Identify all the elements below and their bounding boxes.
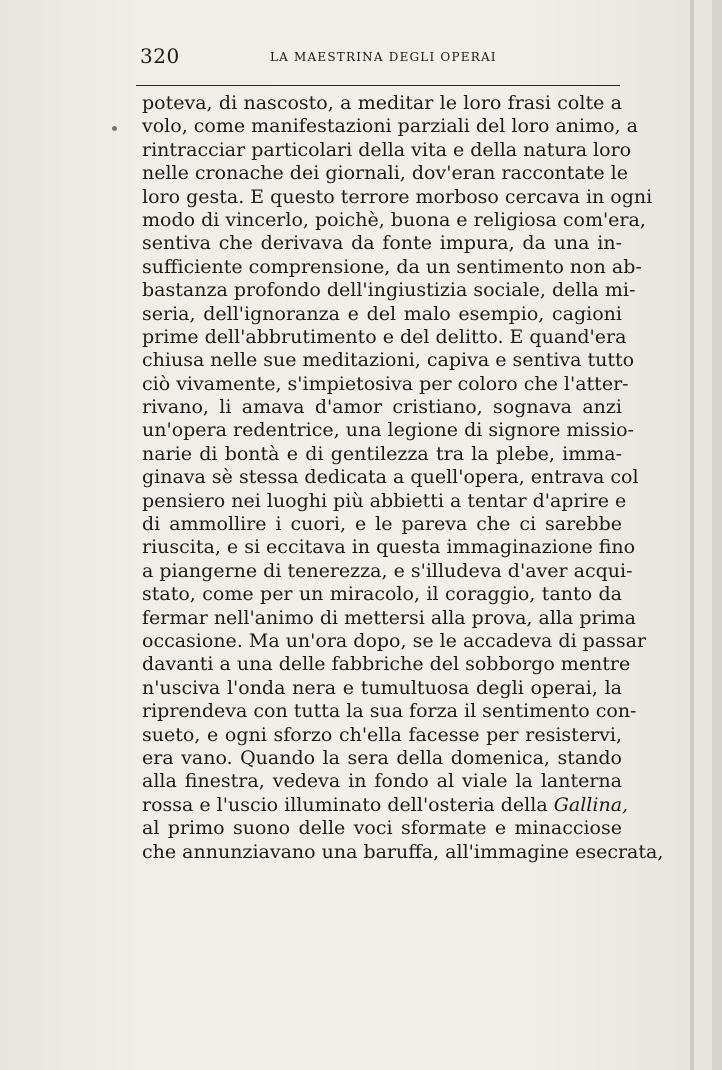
text-line: un'opera redentrice, una legione di signore missio- [142, 419, 634, 442]
text-line: loro gesta. E questo terrore morboso cercava in ogni [142, 185, 653, 208]
text-line: sentiva che derivava da fonte impura, da una in- [142, 232, 622, 255]
text-line: rintracciar particolari della vita e della natura loro [142, 138, 632, 161]
text-line: chiusa nelle sue meditazioni, capiva e sentiva tutto [142, 349, 635, 372]
text-line: poteva, di nascosto, a meditar le loro frasi colte a [142, 92, 622, 114]
text-line-segment: rossa e l'uscio illuminato dell'osteria della [142, 793, 548, 816]
page-edge [712, 0, 722, 1070]
italic-word-gallina: Gallina, [553, 793, 629, 816]
body-text [142, 92, 664, 864]
text-line: sufficiente comprensione, da un sentimento non ab- [142, 255, 642, 278]
header-rule [136, 85, 620, 86]
page-header [140, 44, 620, 74]
text-line: bastanza profondo dell'ingiustizia sociale, della mi- [142, 279, 636, 302]
text-line-with-italic [142, 793, 629, 817]
text-line: era vano. Quando la sera della domenica, stando [142, 746, 622, 769]
text-line: stato, come per un miracolo, il coraggio, tanto da [142, 583, 622, 606]
text-line: narie di bontà e di gentilezza tra la plebe, imma- [142, 442, 622, 465]
text-line: fermar nell'animo di mettersi alla prova, alla prima [142, 606, 637, 629]
text-line: a piangerne di tenerezza, e s'illudeva d'aver acqui- [142, 559, 633, 582]
text-line: nelle cronache dei giornali, dov'eran raccontate le [142, 162, 628, 185]
text-line: di ammollire i cuori, e le pareva che ci sarebbe [142, 513, 622, 536]
text-line: davanti a una delle fabbriche del sobborgo mentre [142, 653, 631, 676]
page-gutter-shadow [690, 0, 694, 1070]
text-line: ciò vivamente, s'impietosiva per coloro che l'atter- [142, 372, 629, 395]
margin-mark [112, 126, 117, 131]
text-line: occasione. Ma un'ora dopo, se le accadeva di passar [142, 629, 647, 652]
text-line: prime dell'abbrutimento e del delitto. E quand'era [142, 325, 627, 348]
text-line: ginava sè stessa dedicata a quell'opera, entrava col [142, 466, 639, 489]
text-line: alla finestra, vedeva in fondo al viale la lanterna [142, 770, 622, 793]
text-line: riprendeva con tutta la sua forza il sentimento con- [142, 700, 637, 723]
text-line: seria, dell'ignoranza e del malo esempio, cagioni [142, 302, 622, 325]
page-number: 320 [140, 44, 180, 68]
running-title: LA MAESTRINA DEGLI OPERAI [270, 50, 497, 64]
text-line: pensiero nei luoghi più abbietti a tentar d'aprire e [142, 489, 627, 512]
text-line: sueto, e ogni sforzo ch'ella facesse per resistervi, [142, 723, 622, 746]
text-line: rivano, li amava d'amor cristiano, sognava anzi [142, 396, 622, 419]
text-line: che annunziavano una baruffa, all'immagine esecrata, [142, 840, 664, 863]
text-line: volo, come manifestazioni parziali del loro animo, a [142, 115, 638, 138]
text-line: modo di vincerlo, poichè, buona e religiosa com'era, [142, 208, 646, 231]
text-line: al primo suono delle voci sformate e minacciose [142, 817, 622, 840]
text-line: n'usciva l'onda nera e tumultuosa degli operai, la [142, 676, 622, 699]
text-line: riuscita, e si eccitava in questa immaginazione fino [142, 536, 636, 559]
